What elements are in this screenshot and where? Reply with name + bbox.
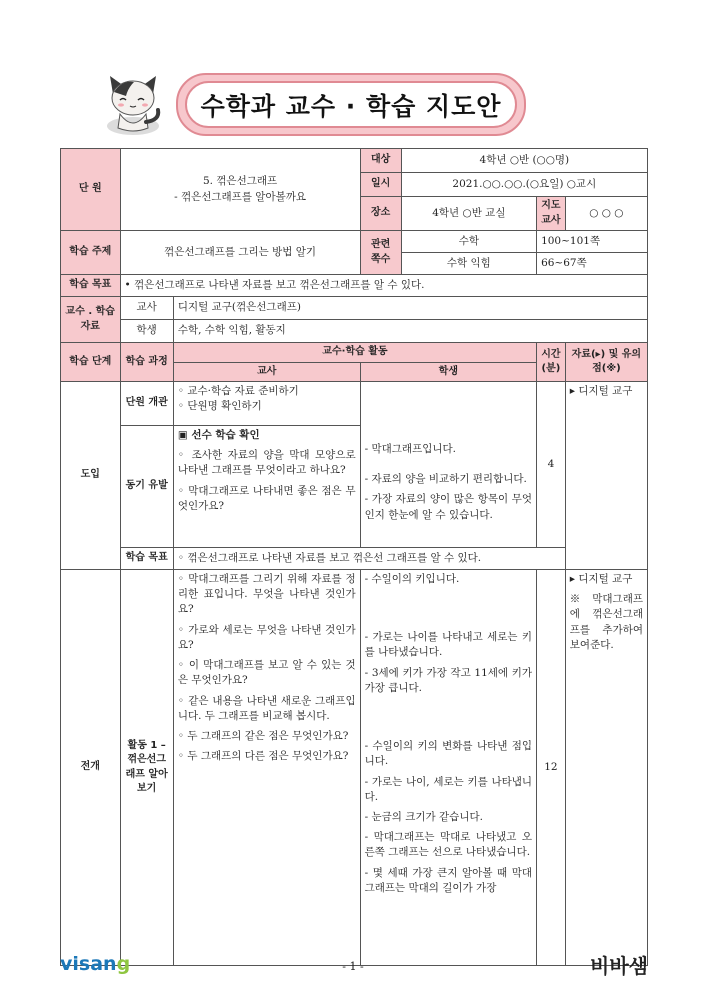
teacher-label: 지도 교사 — [537, 197, 566, 231]
dev-teacher-item: ◦ 두 그래프의 같은 점은 무엇인가요? — [177, 729, 349, 742]
header-teacher: 교사 — [173, 362, 360, 382]
unit-label: 단 원 — [61, 149, 121, 231]
intro-process-2: 동기 유발 — [120, 426, 173, 548]
datetime-value: 2021.○○.○○.(○요일) ○교시 — [401, 173, 647, 197]
header-time: 시간 (분) — [537, 343, 566, 382]
intro-teacher-item: ◦ 단원명 확인하기 — [177, 400, 262, 413]
visang-logo-a: visan — [60, 953, 117, 975]
intro-student — [360, 382, 536, 548]
materials-what-1: 디지털 교구(꺾은선그래프) — [173, 297, 647, 320]
related-pages-label — [360, 231, 401, 275]
dev-resource-item: ▸ 디지털 교구 — [569, 573, 633, 585]
dev-time: 12 — [537, 570, 566, 966]
related-pages-1: 100~101쪽 — [537, 231, 648, 253]
intro-goal: ◦ 꺾은선그래프로 나타낸 자료를 보고 꺾은선 그래프를 알 수 있다. — [173, 548, 565, 570]
header-resources: 자료(▸) 및 유의점(※) — [565, 343, 647, 382]
header-process: 학습 과정 — [120, 343, 173, 382]
visang-logo-b: g — [116, 953, 131, 975]
dev-student-item: - 가로는 나이, 세로는 키를 나타냅니다. — [364, 775, 533, 803]
unit-line1: 5. 꺾은선그래프 — [202, 175, 278, 188]
intro-student-item: - 가장 자료의 양이 많은 항목이 무엇인지 한눈에 알 수 있습니다. — [364, 493, 533, 521]
datetime-label: 일시 — [360, 173, 401, 197]
cat-mascot-illustration — [100, 70, 166, 138]
dev-resource-item: ※ 막대그래프에 꺾은선그래프를 추가하여 보여준다. — [569, 593, 643, 651]
materials-who-1: 교사 — [120, 297, 173, 320]
related-book-2: 수학 익힘 — [401, 253, 536, 275]
intro-student-item: - 막대그래프입니다. — [364, 443, 456, 455]
dev-resources — [565, 570, 647, 966]
place-value: 4학년 ○반 교실 — [401, 197, 536, 231]
intro-teacher-item: ◦ 조사한 자료의 양을 막대 모양으로 나타낸 그래프를 무엇이라고 하나요? — [177, 449, 356, 477]
related-label-1: 관련 — [370, 239, 391, 250]
topic-label: 학습 주제 — [61, 231, 121, 275]
dev-process: 활동 1 – 꺾은선그래프 알아보기 — [120, 570, 173, 966]
related-label-2: 쪽수 — [370, 253, 391, 265]
dev-student-item: - 수일이의 키의 변화를 나타낸 점입니다. — [364, 740, 533, 768]
goal-label: 학습 목표 — [61, 275, 121, 297]
dev-student-item: - 가로는 나이를 나타내고 세로는 키를 나타냈습니다. — [364, 631, 533, 659]
page-number: - 1 - — [342, 960, 364, 973]
unit-line2: - 꺾은선그래프를 알아볼까요 — [174, 190, 307, 203]
intro-teacher-item: ◦ 교수·학습 자료 준비하기 — [177, 385, 299, 397]
vivasam-logo: 비바샘 — [590, 954, 648, 978]
dev-teacher-item: ◦ 가로와 세로는 무엇을 나타낸 것인가요? — [177, 623, 356, 651]
materials-label: 교수 . 학습 자료 — [61, 297, 121, 343]
intro-student-item: - 자료의 양을 비교하기 편리합니다. — [364, 473, 527, 486]
goal-value: • 꺾은선그래프로 나타낸 자료를 보고 꺾은선그래프를 알 수 있다. — [120, 275, 648, 297]
header-student: 학생 — [360, 362, 536, 382]
intro-teacher-1 — [173, 382, 360, 426]
intro-teacher-2 — [173, 426, 360, 548]
dev-student-item: - 몇 세때 가장 큰지 알아볼 때 막대그래프는 막대의 길이가 가장 — [364, 866, 533, 894]
intro-time: 4 — [537, 382, 566, 548]
intro-stage: 도입 — [61, 382, 121, 570]
dev-teacher-item: ◦ 두 그래프의 다른 점은 무엇인가요? — [177, 750, 349, 763]
dev-student-item: - 수일이의 키입니다. — [364, 573, 460, 585]
intro-teacher-item: ◦ 막대그래프로 나타내면 좋은 점은 무엇인가요? — [177, 484, 356, 512]
lesson-plan-table — [60, 148, 648, 966]
page-title: 수학과 교수 · 학습 지도안 — [185, 81, 517, 128]
dev-teacher-item: ◦ 이 막대그래프를 보고 알 수 있는 것은 무엇인가요? — [177, 659, 356, 687]
teacher-value: ○ ○ ○ — [565, 197, 647, 231]
dev-teacher — [173, 570, 360, 966]
intro-teacher-heading: ▣ 선수 학습 확인 — [177, 429, 260, 441]
dev-teacher-item: ◦ 막대그래프를 그리기 위해 자료를 정리한 표입니다. 무엇을 나타낸 것인가요? — [177, 573, 356, 616]
dev-student-item: - 막대그래프는 막대로 나타냈고 오른쪽 그래프는 선으로 나타냈습니다. — [364, 831, 533, 859]
header-activity: 교수·학습 활동 — [173, 343, 536, 363]
header-stage: 학습 단계 — [61, 343, 121, 382]
materials-what-2: 수학, 수학 익힘, 활동지 — [173, 320, 647, 343]
intro-resources: ▸ 디지털 교구 — [565, 382, 647, 570]
related-book-1: 수학 — [401, 231, 536, 253]
topic-value: 꺾은선그래프를 그리는 방법 알기 — [120, 231, 360, 275]
intro-process-1: 단원 개관 — [120, 382, 173, 426]
title-banner — [176, 73, 526, 136]
unit-cell — [120, 149, 360, 231]
materials-who-2: 학생 — [120, 320, 173, 343]
intro-process-3: 학습 목표 — [120, 548, 173, 570]
dev-student-item: - 3세에 키가 가장 작고 11세에 키가 가장 큽니다. — [364, 666, 533, 694]
related-pages-2: 66~67쪽 — [537, 253, 648, 275]
target-label: 대상 — [360, 149, 401, 173]
dev-student-item: - 눈금의 크기가 같습니다. — [364, 810, 483, 823]
target-value: 4학년 ○반 (○○명) — [401, 149, 647, 173]
dev-student — [360, 570, 536, 966]
dev-stage: 전개 — [61, 570, 121, 966]
place-label: 장소 — [360, 197, 401, 231]
dev-teacher-item: ◦ 같은 내용을 나타낸 새로운 그래프입니다. 두 그래프를 비교해 봅시다. — [177, 694, 356, 722]
